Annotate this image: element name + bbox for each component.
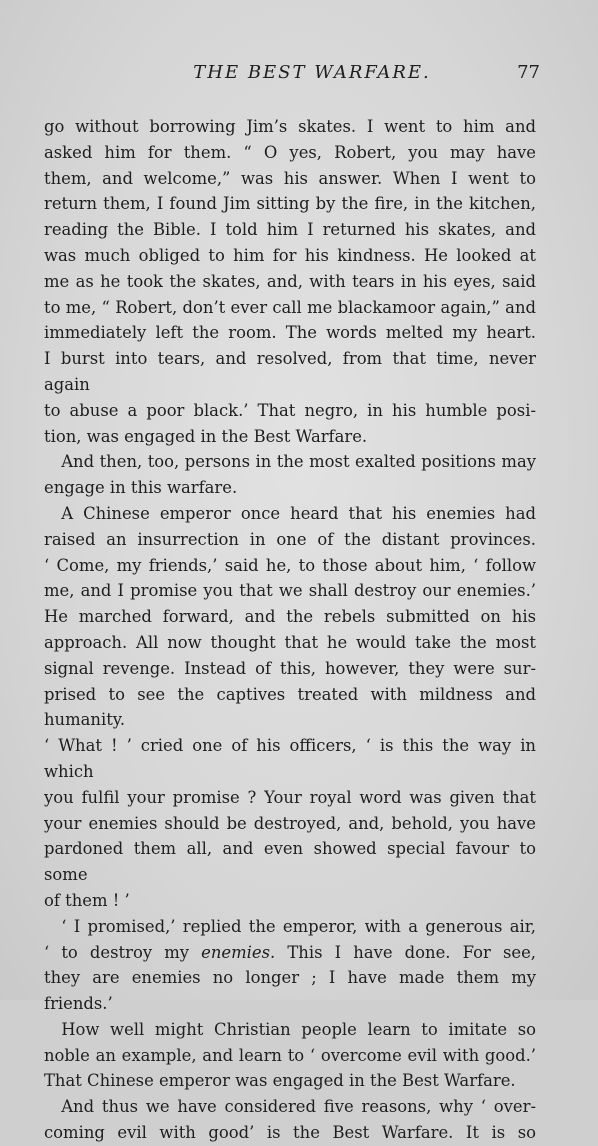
text-line: of them ! ’ (44, 890, 130, 910)
text-line: reading the Bible. I told him I returned his skates, and (44, 220, 536, 240)
text-line: me as he took the skates, and, with tears in his eyes, said (44, 271, 536, 291)
text-fragment: This I have done. For see, (287, 942, 536, 962)
body-text (44, 114, 536, 1146)
text-line: And then, too, persons in the most exalted positions may (61, 452, 536, 472)
text-line: raised an insurrection in one of the distant provinces. (44, 529, 536, 549)
text-line: them, and welcome,” was his answer. When I went to (44, 168, 536, 188)
text-line: was much obliged to him for his kindness. He looked at (44, 245, 536, 265)
text-line: And thus we have considered five reasons, why ‘ over- (61, 1097, 536, 1117)
text-line: your enemies should be destroyed, and, behold, you have (44, 813, 536, 833)
text-line: ‘ What ! ’ cried one of his officers, ‘ is this the way in which (44, 736, 536, 781)
text-line: pardoned them all, and even showed special favour to some (44, 839, 536, 885)
text-line: I burst into tears, and resolved, from that time, never again (44, 349, 536, 394)
text-line: signal revenge. Instead of this, however, they were sur- (44, 658, 536, 678)
text-line: ‘ Come, my friends,’ said he, to those about him, ‘ follow (44, 555, 536, 575)
text-line: engage in this warfare. (44, 478, 238, 498)
text-line: you fulfil your promise ? Your royal word was given that (44, 787, 536, 807)
text-line: coming evil with good’ is the Best Warfare. It is so (44, 1123, 536, 1143)
text-fragment: ‘ to destroy my (44, 942, 190, 962)
text-line: immediately left the room. The words melted my heart. (44, 323, 536, 343)
text-line: tion, was engaged in the Best Warfare. (44, 426, 368, 446)
text-line (44, 940, 536, 966)
text-line: That Chinese emperor was engaged in the Best Warfare. (44, 1071, 516, 1091)
text-line: return them, I found Jim sitting by the fire, in the kitchen, (44, 194, 536, 214)
text-line: me, and I promise you that we shall destroy our enemies.’ (44, 581, 536, 601)
text-line: approach. All now thought that he would take the most (44, 632, 536, 652)
text-line: prised to see the captives treated with mildness and humanity. (44, 684, 536, 730)
text-line: A Chinese emperor once heard that his enemies had (61, 503, 536, 523)
text-line: asked him for them. “ O yes, Robert, you may have (44, 142, 536, 162)
page-number: 77 (517, 62, 540, 83)
text-line: ‘ I promised,’ replied the emperor, with a generous air, (61, 916, 536, 936)
text-line: they are enemies no longer ; I have made them my friends.’ (44, 968, 536, 1014)
text-line: to abuse a poor black.’ That negro, in his humble posi- (44, 400, 536, 420)
text-line: noble an example, and learn to ‘ overcome evil with good.’ (44, 1045, 536, 1065)
running-head (44, 62, 540, 86)
running-title: THE BEST WARFARE. (193, 62, 431, 83)
text-line: He marched forward, and the rebels submitted on his (44, 607, 536, 627)
text-line: go without borrowing Jim’s skates. I went to him and (44, 117, 536, 136)
text-line: to me, “ Robert, don’t ever call me blackamoor again,” and (44, 297, 536, 317)
text-line: How well might Christian people learn to imitate so (61, 1019, 536, 1039)
italic-text: enemies. (201, 942, 276, 962)
